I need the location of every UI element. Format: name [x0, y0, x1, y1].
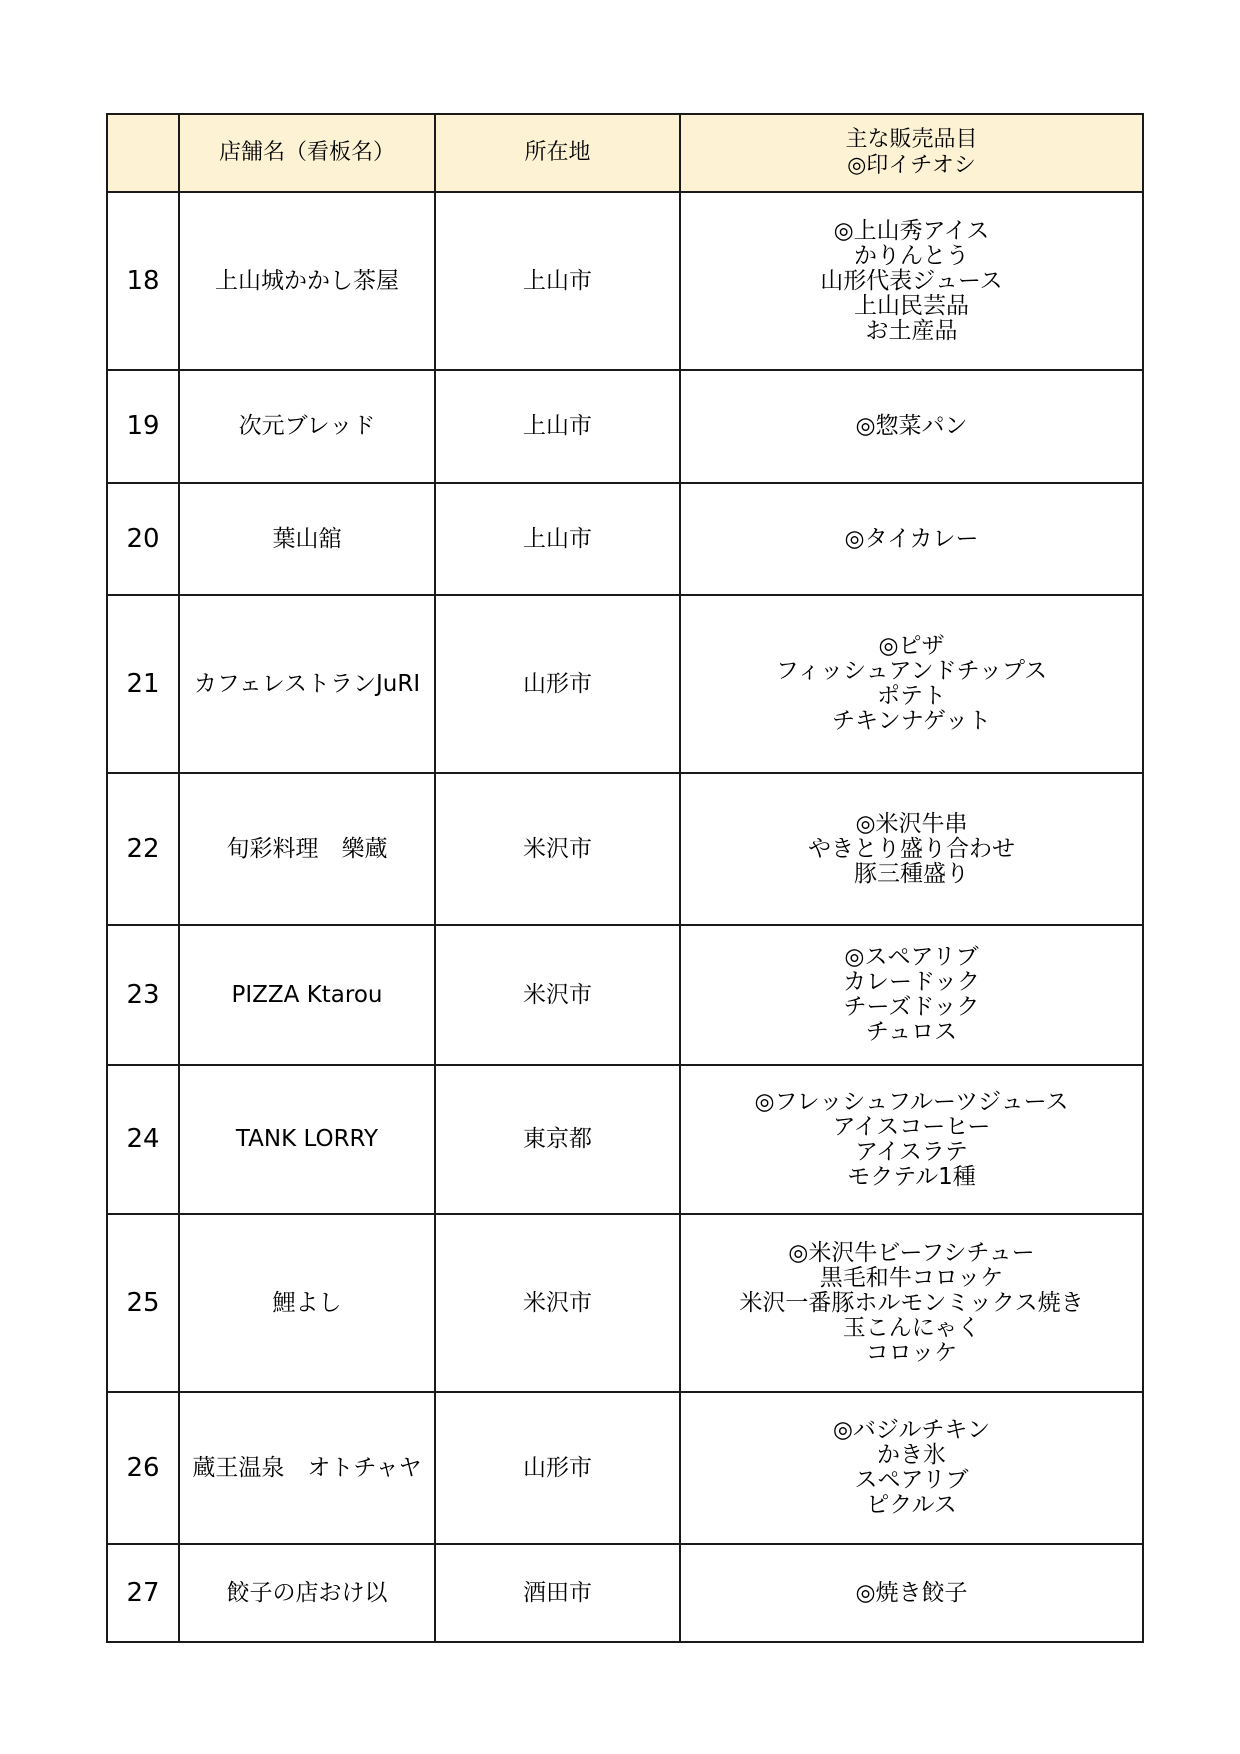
- table-row: [107, 1214, 1143, 1392]
- header-shop-name: 店舗名（看板名）: [179, 114, 435, 192]
- header-items-note: ◎印イチオシ: [847, 153, 976, 178]
- sales-item: 豚三種盛り: [854, 860, 969, 887]
- sales-item: 黒毛和牛コロッケ: [819, 1264, 1004, 1291]
- sales-item: スペアリブ: [854, 1467, 969, 1493]
- sales-item: ピクルス: [866, 1492, 957, 1518]
- sales-item: チキンナゲット: [832, 708, 991, 734]
- shop-name: PIZZA Ktarou: [179, 925, 435, 1065]
- sales-item: 玉こんにゃく: [842, 1314, 981, 1341]
- shop-location: 東京都: [435, 1065, 680, 1214]
- table-row: [107, 1065, 1143, 1214]
- sales-item: アイスラテ: [855, 1138, 968, 1165]
- sales-item: ◎タイカレー: [844, 525, 979, 552]
- row-number: 23: [107, 925, 179, 1065]
- table-row: [107, 192, 1143, 370]
- vendor-table: [106, 113, 1144, 1643]
- sales-item: かりんとう: [854, 242, 969, 269]
- shop-location: 山形市: [435, 1392, 680, 1544]
- sales-items: [680, 595, 1143, 773]
- sales-item: ◎惣菜パン: [855, 413, 968, 439]
- sales-item: 上山民芸品: [854, 292, 969, 319]
- sales-item: フィッシュアンドチップス: [775, 658, 1048, 684]
- shop-location: 酒田市: [435, 1544, 680, 1642]
- sales-item: チュロス: [865, 1019, 958, 1045]
- row-number: 26: [107, 1392, 179, 1544]
- sales-item: チーズドック: [843, 994, 980, 1020]
- sales-items: [680, 1214, 1143, 1392]
- table-row: [107, 925, 1143, 1065]
- shop-location: 米沢市: [435, 773, 680, 925]
- header-items: [680, 114, 1143, 192]
- sales-item: コロッケ: [865, 1339, 958, 1366]
- row-number: 21: [107, 595, 179, 773]
- sales-item: ◎バジルチキン: [832, 1417, 991, 1443]
- sales-items: [680, 192, 1143, 370]
- sales-items: [680, 925, 1143, 1065]
- shop-name: 旬彩料理 樂蔵: [179, 773, 435, 925]
- shop-name: 蔵王温泉 オトチャヤ: [179, 1392, 435, 1544]
- shop-name: TANK LORRY: [179, 1065, 435, 1214]
- table-row: [107, 1544, 1143, 1642]
- sales-items: [680, 370, 1143, 483]
- shop-name: 上山城かかし茶屋: [179, 192, 435, 370]
- table-row: [107, 595, 1143, 773]
- table-row: [107, 483, 1143, 595]
- sales-item: かき氷: [877, 1442, 946, 1468]
- shop-name: 鯉よし: [179, 1214, 435, 1392]
- header-number: [107, 114, 179, 192]
- sales-item: 山形代表ジュース: [820, 267, 1003, 294]
- row-number: 20: [107, 483, 179, 595]
- sales-items: [680, 483, 1143, 595]
- header-row: [107, 114, 1143, 192]
- table-row: [107, 1392, 1143, 1544]
- header-location: 所在地: [435, 114, 680, 192]
- sales-item: ◎上山秀アイス: [833, 217, 990, 244]
- row-number: 27: [107, 1544, 179, 1642]
- row-number: 19: [107, 370, 179, 483]
- sales-item: モクテル1種: [847, 1163, 976, 1190]
- row-number: 24: [107, 1065, 179, 1214]
- sales-item: やきとり盛り合わせ: [808, 835, 1015, 862]
- sales-items: [680, 1544, 1143, 1642]
- table-body: [107, 192, 1143, 1642]
- row-number: 25: [107, 1214, 179, 1392]
- sales-item: ◎ピザ: [878, 633, 945, 659]
- shop-location: 上山市: [435, 192, 680, 370]
- shop-name: 次元ブレッド: [179, 370, 435, 483]
- header-items-title: 主な販売品目: [845, 127, 978, 152]
- sales-item: 米沢一番豚ホルモンミックス焼き: [739, 1289, 1084, 1316]
- sales-item: カレードック: [842, 969, 981, 995]
- shop-name: カフェレストランJuRI: [179, 595, 435, 773]
- sales-items: [680, 1065, 1143, 1214]
- shop-name: 餃子の店おけ以: [179, 1544, 435, 1642]
- shop-location: 米沢市: [435, 1214, 680, 1392]
- table-row: [107, 370, 1143, 483]
- sales-item: ポテト: [877, 683, 946, 709]
- shop-location: 上山市: [435, 483, 680, 595]
- sales-items: [680, 773, 1143, 925]
- sales-item: ◎スペアリブ: [844, 944, 979, 970]
- sales-item: ◎フレッシュフルーツジュース: [754, 1088, 1069, 1115]
- sales-item: ◎焼き餃子: [855, 1579, 968, 1606]
- sales-item: お土産品: [865, 317, 958, 344]
- table-header: [107, 114, 1143, 192]
- row-number: 18: [107, 192, 179, 370]
- row-number: 22: [107, 773, 179, 925]
- sales-item: ◎米沢牛ビーフシチュー: [788, 1239, 1035, 1266]
- shop-location: 上山市: [435, 370, 680, 483]
- sales-items: [680, 1392, 1143, 1544]
- shop-location: 米沢市: [435, 925, 680, 1065]
- table-row: [107, 773, 1143, 925]
- shop-location: 山形市: [435, 595, 680, 773]
- shop-name: 葉山舘: [179, 483, 435, 595]
- sales-item: ◎米沢牛串: [855, 810, 968, 837]
- sales-item: アイスコーヒー: [832, 1113, 991, 1140]
